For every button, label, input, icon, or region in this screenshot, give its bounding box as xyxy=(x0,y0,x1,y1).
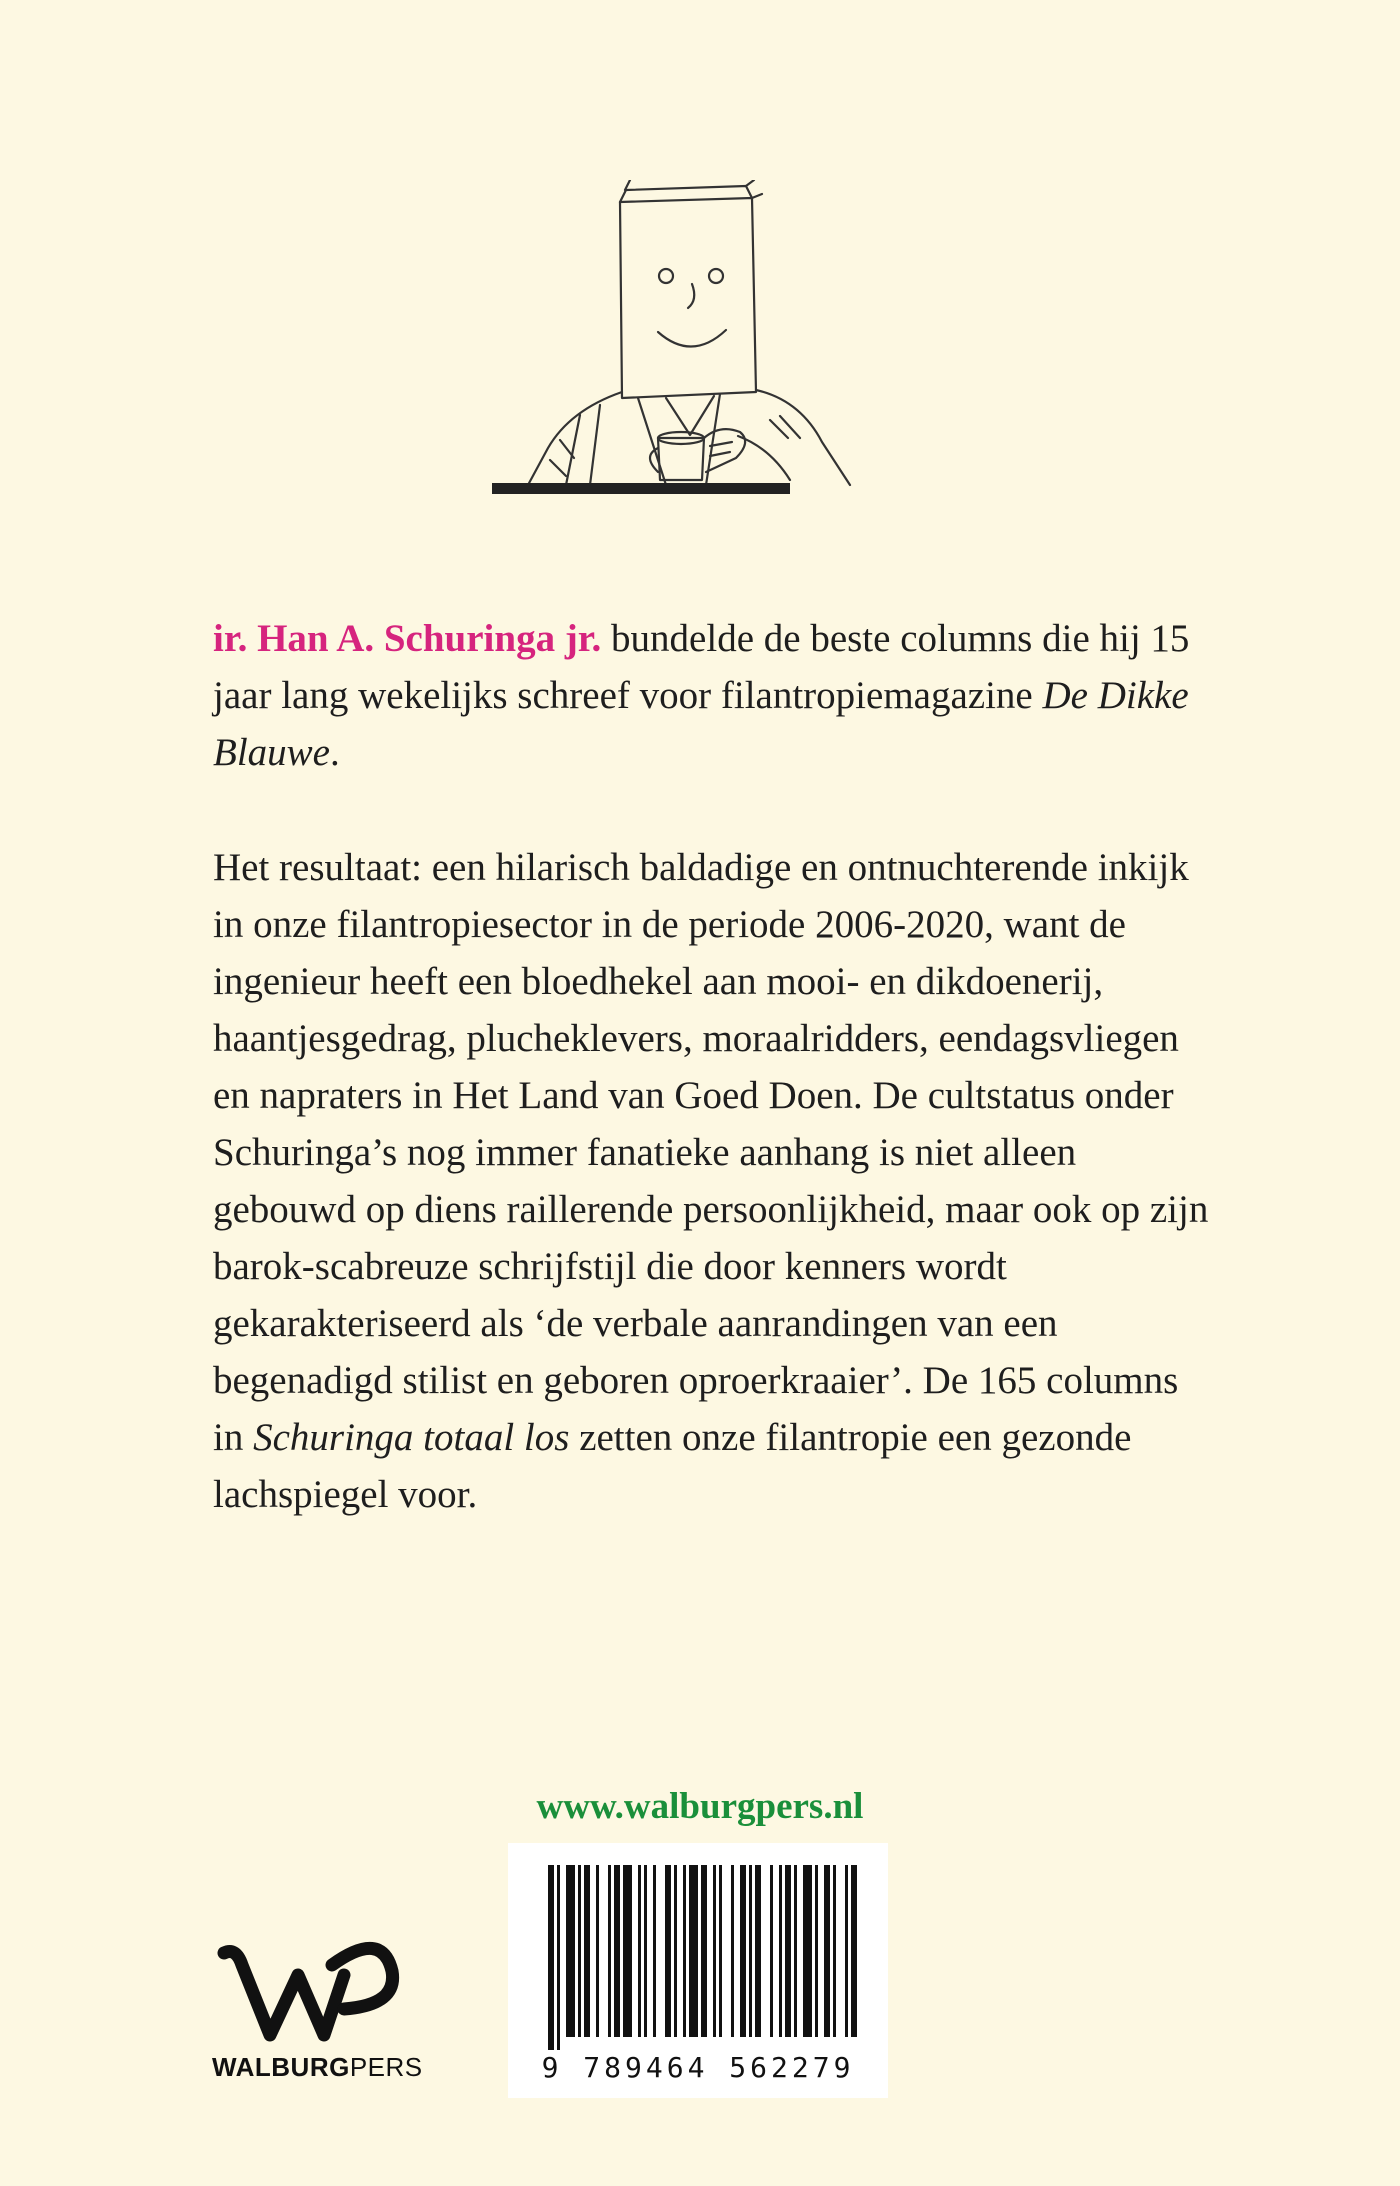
body-end: zetten onze filantropie een gezonde lachspiegel voor. xyxy=(213,1416,1132,1516)
publisher-name-bold: WALBURG xyxy=(212,2052,350,2082)
intro-text: bundelde de beste columns die hij 15 jaar lang wekelijks schreef voor filantropiemagazine xyxy=(213,617,1190,717)
barcode-bar xyxy=(683,1865,686,2037)
barcode-bar xyxy=(845,1865,848,2037)
barcode-bar xyxy=(779,1865,782,2037)
barcode-bar xyxy=(794,1865,797,2037)
blurb-body xyxy=(213,839,1213,1523)
barcode-bar xyxy=(851,1865,857,2037)
intro-end: . xyxy=(329,731,340,774)
back-cover-blurb xyxy=(213,610,1213,1523)
barcode-bar xyxy=(689,1865,698,2037)
barcode-bar xyxy=(770,1865,773,2037)
barcode-bar xyxy=(596,1865,599,2037)
barcode-bar xyxy=(614,1865,620,2037)
barcode-bar xyxy=(623,1865,632,2037)
body-text: Het resultaat: een hilarisch baldadige en ontnuchterende inkijk in onze filantropiesector in de periode 2006-2020, want de ingenieur heeft een bloedhekel aan mooi- en dikdoenerij, haantjesgedrag, plucheklevers, moraalridders, eendagsvliegen en napraters in Het Land van Goed Doen. De cultstatus onder Schuringa’s nog immer fanatieke aanhang is niet alleen gebouwd op diens raillerende persoonlijkheid, maar ook op zijn barok-scabreuze schrijfstijl die door kenners wordt gekarakteriseerd als ‘de verbale aanrandingen van een begenadigd stilist en geboren oproerkraaier’. De 165 columns in xyxy=(213,846,1209,1459)
publisher-name-light: PERS xyxy=(349,2052,423,2082)
barcode-bar xyxy=(674,1865,677,2037)
barcode-bar xyxy=(548,1865,554,2050)
barcode-bar xyxy=(665,1865,671,2037)
publisher-name xyxy=(212,2052,423,2083)
barcode-bar xyxy=(731,1865,734,2037)
barcode-bar xyxy=(638,1865,641,2037)
barcode-bar xyxy=(557,1865,560,2050)
blurb-intro xyxy=(213,610,1213,781)
barcode-bar xyxy=(566,1865,575,2037)
barcode-bar xyxy=(824,1865,830,2037)
barcode-bar xyxy=(608,1865,611,2037)
barcode-bar xyxy=(740,1865,746,2037)
barcode-bar xyxy=(701,1865,707,2037)
barcode-bar xyxy=(755,1865,761,2037)
isbn-number: 9 789464 562279 xyxy=(541,2051,855,2084)
barcode-bar xyxy=(785,1865,791,2037)
barcode-bar xyxy=(815,1865,818,2037)
barcode-bar xyxy=(833,1865,836,2037)
barcode-bar xyxy=(713,1865,716,2037)
book-title: Schuringa totaal los xyxy=(253,1416,570,1459)
paper-bag-head-man-with-mug-icon xyxy=(470,180,930,510)
publisher-website: www.walburgpers.nl xyxy=(536,1786,864,1827)
author-name: ir. Han A. Schuringa jr. xyxy=(213,617,602,660)
barcode-bar xyxy=(653,1865,656,2037)
magazine-title: De Dikke Blauwe xyxy=(213,674,1189,774)
barcode-bar xyxy=(578,1865,581,2037)
barcode-bar xyxy=(719,1865,722,2037)
isbn-barcode-icon xyxy=(508,1843,888,2053)
barcode-bar xyxy=(644,1865,647,2037)
barcode-bar xyxy=(584,1865,590,2037)
barcode-bar xyxy=(749,1865,752,2037)
barcode-bar xyxy=(803,1865,812,2037)
isbn-barcode xyxy=(508,1843,888,2098)
